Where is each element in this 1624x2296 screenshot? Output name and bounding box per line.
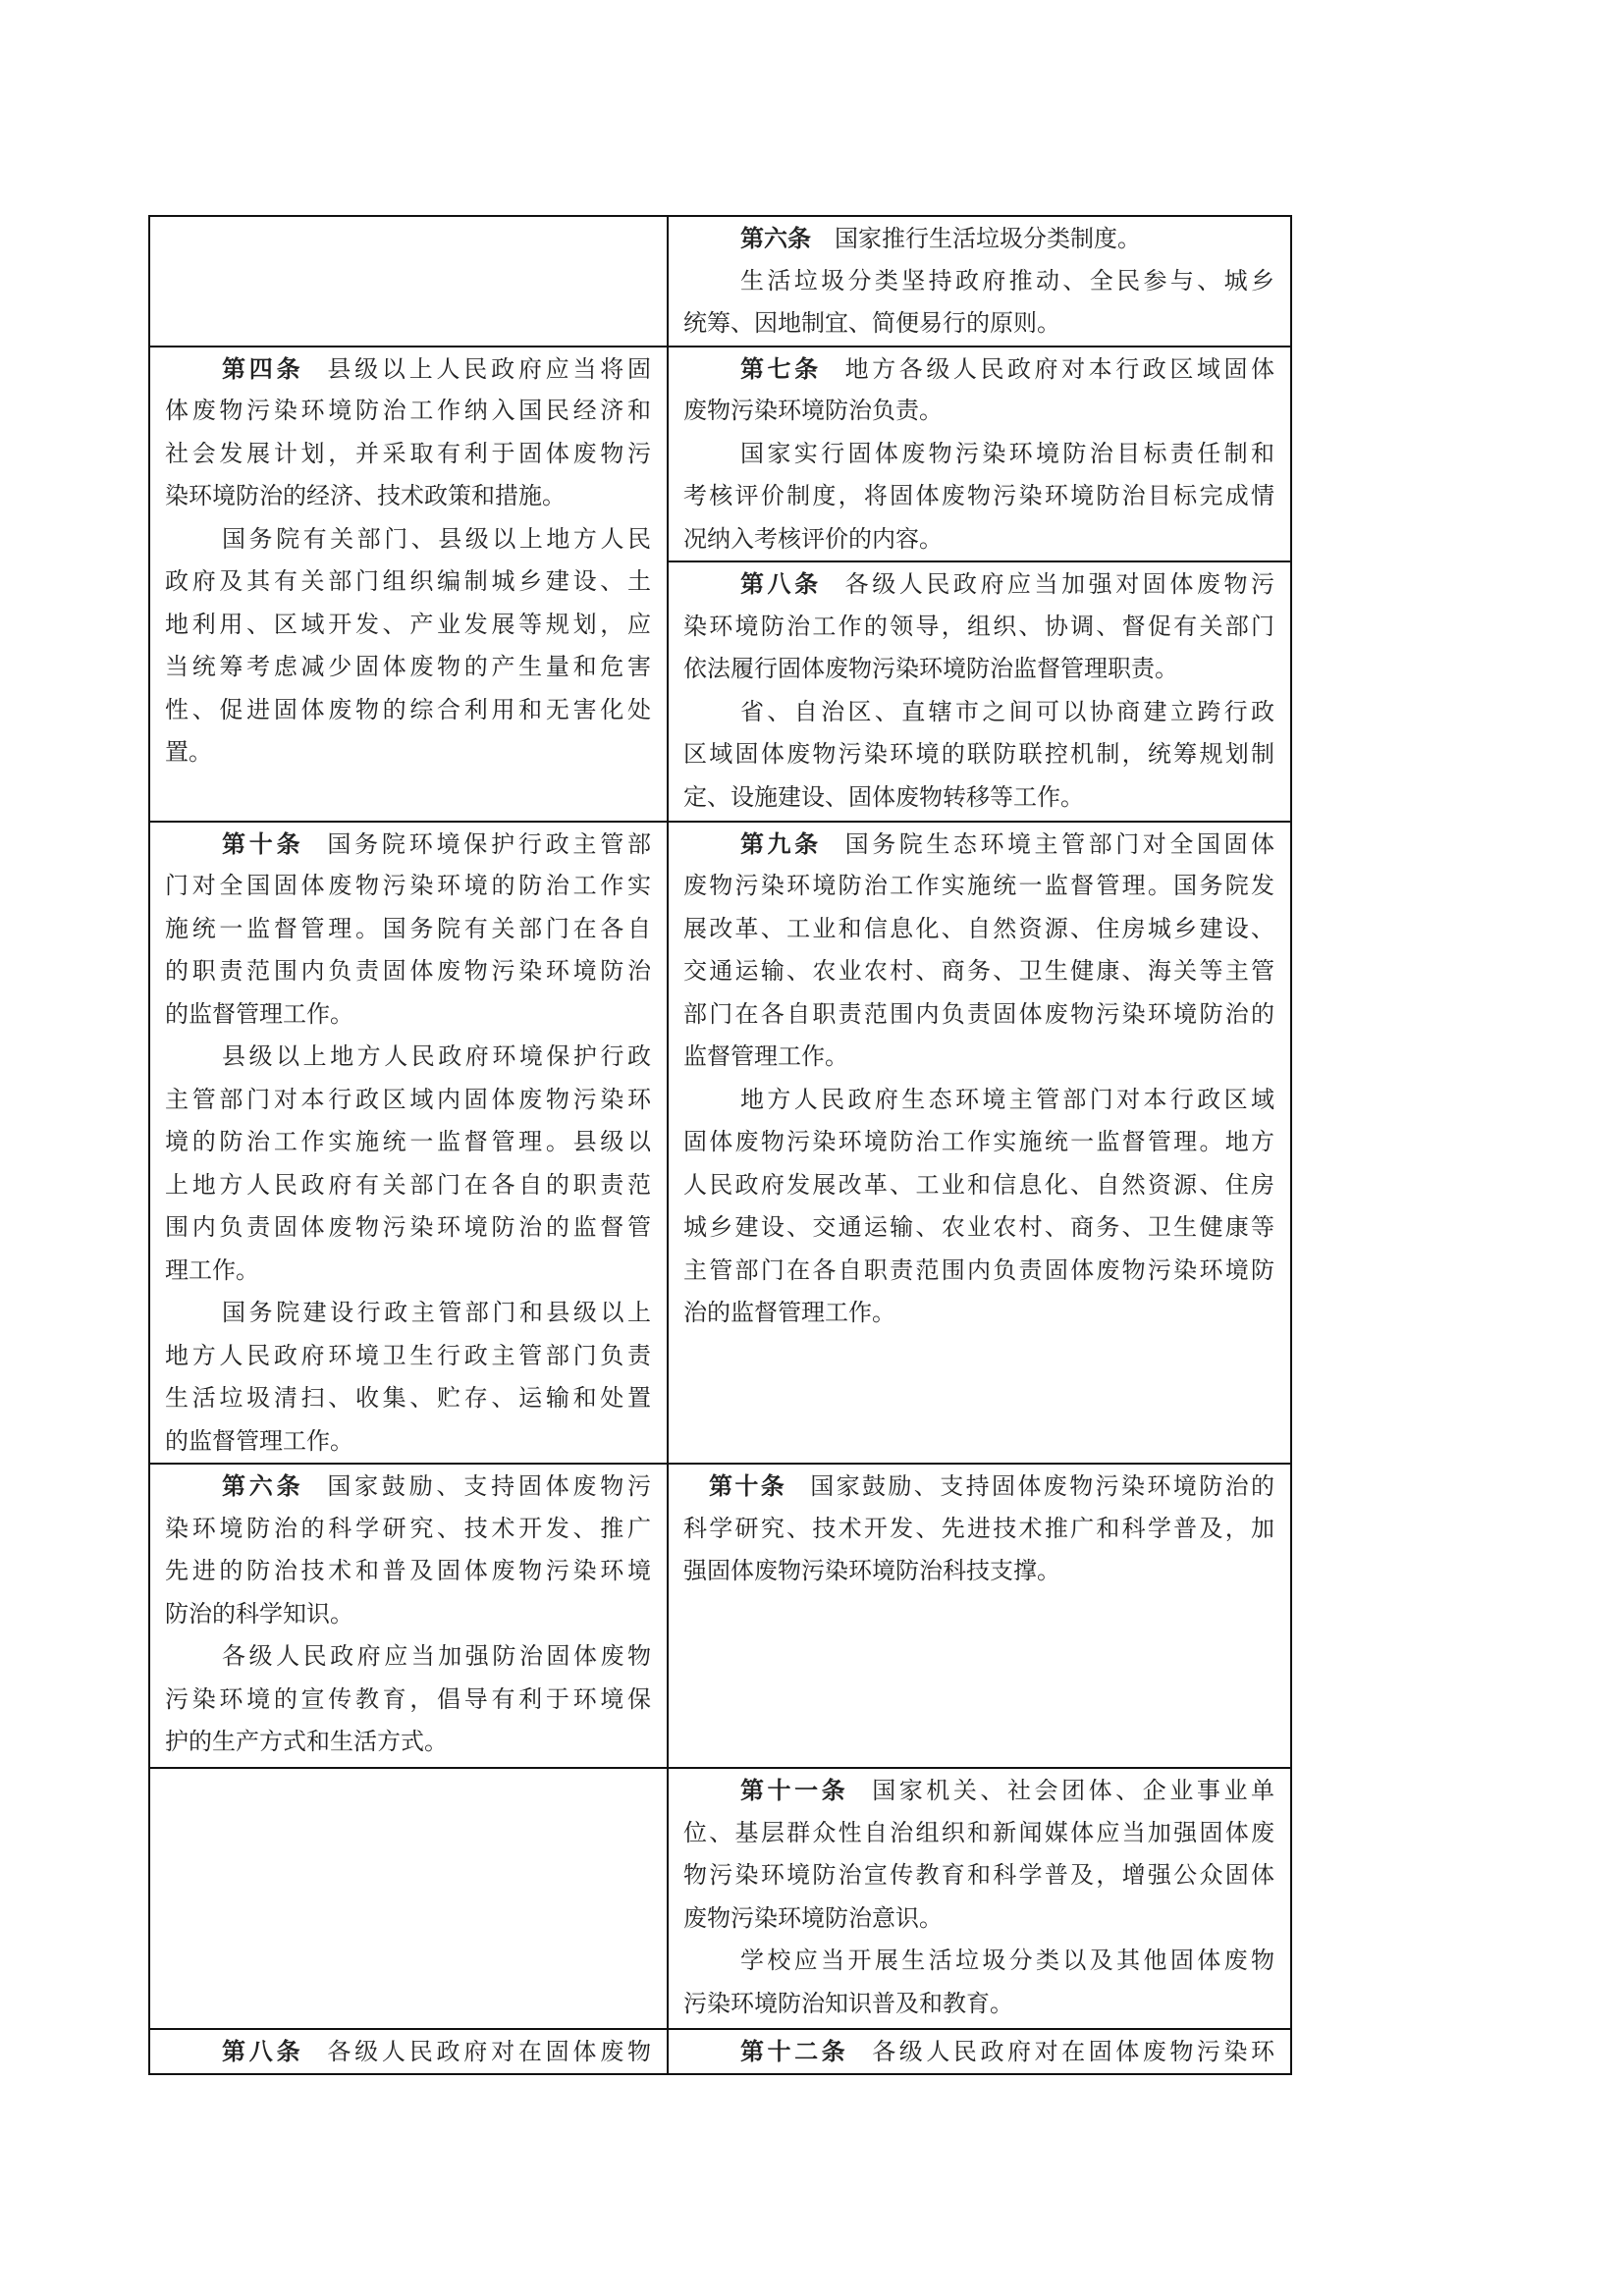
text-line: [165, 604, 651, 647]
text-line: [683, 733, 1274, 776]
text-line: [165, 390, 651, 433]
text-line: [683, 217, 1274, 260]
text-line: [165, 1721, 651, 1764]
new-version-cell: [668, 1464, 1291, 1768]
text-line: [165, 1679, 651, 1722]
text-line: [165, 646, 651, 689]
text-line: [683, 2030, 1274, 2073]
line-text: 置。: [165, 738, 212, 766]
text-line: [165, 1164, 651, 1207]
article-block: [165, 347, 651, 774]
article-block: [165, 1465, 651, 1764]
paragraph: [165, 518, 651, 774]
paragraph: [683, 217, 1274, 260]
text-line: [683, 1983, 1274, 2026]
new-version-cell: [668, 2029, 1291, 2074]
line-text: 围内负责固体废物污染环境防治的监督管: [165, 1213, 651, 1241]
line-text: 国家实行固体废物污染环境防治目标责任制和: [740, 439, 1274, 467]
text-line: [165, 1593, 651, 1636]
line-text: 各级人民政府对在固体废物: [327, 2038, 652, 2065]
old-version-cell: [149, 1768, 668, 2029]
text-line: [683, 1508, 1274, 1551]
article-number: 第十一条: [740, 1776, 849, 1804]
text-line: [165, 1508, 651, 1551]
line-text: 上地方人民政府有关部门在各自的职责范: [165, 1170, 651, 1199]
table-row: [149, 2029, 1291, 2074]
line-text: 染环境防治的科学研究、技术开发、推广: [165, 1514, 651, 1542]
paragraph: [683, 1940, 1274, 2025]
line-text: 国家鼓励、支持固体废物污: [327, 1472, 652, 1500]
line-text: 护的生产方式和生活方式。: [165, 1728, 448, 1755]
article-block: [165, 2030, 651, 2073]
text-line: [683, 1292, 1274, 1335]
paragraph: [165, 1635, 651, 1764]
text-line: [165, 475, 651, 518]
line-text: 地方人民政府生态环境主管部门对本行政区域: [740, 1085, 1274, 1113]
line-text: 防治的科学知识。: [165, 1599, 353, 1628]
comparison-table: [148, 215, 1292, 2075]
text-line: [683, 1036, 1274, 1079]
line-text: 施统一监督管理。国务院有关部门在各自: [165, 914, 651, 942]
paragraph: [165, 1292, 651, 1463]
paragraph: [683, 1079, 1274, 1335]
line-text: 展改革、工业和信息化、自然资源、住房城乡建设、: [683, 914, 1274, 942]
article-block: [683, 217, 1274, 346]
article-number: 第十二条: [740, 2037, 849, 2065]
line-text: 境的防治工作实施统一监督管理。县级以: [165, 1128, 651, 1155]
text-line: [683, 518, 1274, 561]
line-text: 况纳入考核评价的内容。: [683, 524, 943, 553]
line-text: 当统筹考虑减少固体废物的产生量和危害: [165, 653, 651, 680]
line-text: 各级人民政府应当加强防治固体废物: [222, 1642, 651, 1670]
text-line: [683, 1079, 1274, 1122]
text-line: [165, 823, 651, 866]
paragraph: [165, 823, 651, 1037]
line-text: 废物污染环境防治意识。: [683, 1903, 943, 1932]
old-version-cell: [149, 1464, 668, 1768]
paragraph: [683, 1769, 1274, 1940]
table-row: [149, 822, 1291, 1465]
line-text: 县级以上地方人民政府环境保护行政: [222, 1042, 651, 1070]
line-text: 物污染环境防治宣传教育和科学普及，增强公众固体: [683, 1861, 1274, 1889]
line-text: 区域固体废物污染环境的联防联控机制，统筹规划制: [683, 740, 1274, 768]
article-number: 第八条: [740, 569, 822, 598]
text-line: [683, 691, 1274, 734]
text-line: [683, 1550, 1274, 1593]
text-line: [165, 1206, 651, 1250]
paragraph: [683, 691, 1274, 820]
old-version-cell: [149, 216, 668, 347]
line-text: 定、设施建设、固体废物转移等工作。: [683, 782, 1084, 811]
line-text: 科学研究、技术开发、先进技术推广和科学普及，加: [683, 1514, 1274, 1542]
text-line: [683, 606, 1274, 649]
new-version-cell: [668, 347, 1291, 822]
line-text: 国务院有关部门、县级以上地方人民: [222, 524, 651, 553]
line-text: 生活垃圾分类坚持政府推动、全民参与、城乡: [740, 266, 1274, 294]
article-number: 第八条: [222, 2037, 304, 2065]
line-text: 污染环境的宣传教育，倡导有利于环境保: [165, 1684, 651, 1713]
text-line: [683, 1854, 1274, 1897]
line-text: 主管部门在各自职责范围内负责固体废物污染环境防: [683, 1255, 1274, 1284]
text-line: [165, 689, 651, 732]
line-text: 地方各级人民政府对本行政区域固体: [844, 354, 1275, 383]
text-line: [165, 1335, 651, 1378]
text-line: [165, 1250, 651, 1293]
text-line: [683, 648, 1274, 691]
table-row: [149, 347, 1291, 822]
text-line: [683, 433, 1274, 476]
paragraph: [683, 823, 1274, 1079]
line-text: 的监督管理工作。: [165, 999, 353, 1028]
text-line: [165, 908, 651, 951]
article-number: 第四条: [222, 353, 304, 383]
text-line: [165, 731, 651, 774]
line-text: 生活垃圾清扫、收集、贮存、运输和处置: [165, 1384, 651, 1412]
line-text: 强固体废物污染环境防治科技支撑。: [683, 1557, 1060, 1584]
text-line: [683, 1465, 1274, 1508]
paragraph: [683, 562, 1274, 691]
text-line: [683, 776, 1274, 820]
text-line: [165, 1292, 651, 1335]
text-line: [165, 1550, 651, 1593]
line-text: 省、自治区、直辖市之间可以协商建立跨行政: [740, 697, 1274, 725]
paragraph: [165, 1036, 651, 1292]
paragraph: [683, 260, 1274, 346]
article-number: 第七条: [740, 353, 822, 383]
text-line: [683, 1769, 1274, 1812]
line-text: 政府及其有关部门组织编制城乡建设、土: [165, 567, 651, 595]
text-line: [683, 475, 1274, 518]
line-text: 染环境防治工作的领导，组织、协调、督促有关部门: [683, 612, 1274, 640]
article-block: [669, 561, 1290, 819]
text-line: [683, 908, 1274, 951]
old-version-cell: [149, 822, 668, 1465]
text-line: [165, 2030, 651, 2073]
line-text: 国务院生态环境主管部门对全国固体: [844, 829, 1275, 858]
new-version-cell: [668, 822, 1291, 1465]
text-line: [165, 1377, 651, 1420]
line-text: 染环境防治的经济、技术政策和措施。: [165, 482, 566, 509]
line-text: 先进的防治技术和普及固体废物污染环境: [165, 1557, 651, 1584]
text-line: [683, 390, 1274, 433]
article-number: 第六条: [740, 224, 811, 252]
line-text: 理工作。: [165, 1255, 259, 1284]
text-line: [165, 1079, 651, 1122]
text-line: [683, 1206, 1274, 1250]
line-text: 依法履行固体废物污染环境防治监督管理职责。: [683, 655, 1178, 682]
line-text: 性、促进固体废物的综合利用和无害化处: [165, 695, 651, 723]
line-text: 地利用、区域开发、产业发展等规划，应: [165, 610, 651, 638]
text-line: [165, 561, 651, 604]
text-line: [683, 347, 1274, 391]
text-line: [165, 1121, 651, 1164]
line-text: 国家鼓励、支持固体废物污染环境防治的: [810, 1472, 1275, 1500]
line-text: 交通运输、农业农村、商务、卫生健康、海关等主管: [683, 957, 1274, 985]
article-block: [683, 1465, 1274, 1593]
old-version-cell: [149, 347, 668, 822]
old-version-cell: [149, 2029, 668, 2074]
line-text: 考核评价制度，将固体废物污染环境防治目标完成情: [683, 482, 1274, 509]
line-text: 各级人民政府应当加强对固体废物污: [844, 570, 1275, 598]
table-row: [149, 1768, 1291, 2029]
line-text: 国家机关、社会团体、企业事业单: [872, 1777, 1275, 1804]
line-text: 位、基层群众性自治组织和新闻媒体应当加强固体废: [683, 1818, 1274, 1846]
paragraph: [683, 2030, 1274, 2073]
text-line: [683, 1897, 1274, 1941]
text-line: [683, 1121, 1274, 1164]
article-block: [669, 347, 1290, 561]
new-version-cell: [668, 216, 1291, 347]
line-text: 废物污染环境防治负责。: [683, 397, 943, 424]
line-text: 地方人民政府环境卫生行政主管部门负责: [165, 1341, 651, 1369]
line-text: 国务院环境保护行政主管部: [327, 829, 652, 858]
line-text: 统筹、因地制宜、简便易行的原则。: [683, 309, 1060, 337]
line-text: 监督管理工作。: [683, 1042, 848, 1070]
text-line: [683, 1812, 1274, 1855]
line-text: 污染环境防治知识普及和教育。: [683, 1989, 1013, 2017]
article-number: 第九条: [740, 828, 822, 858]
line-text: 部门在各自职责范围内负责固体废物污染环境防治的: [683, 999, 1274, 1028]
line-text: 城乡建设、交通运输、农业农村、商务、卫生健康等: [683, 1213, 1274, 1241]
line-text: 治的监督管理工作。: [683, 1299, 895, 1326]
text-line: [683, 865, 1274, 908]
article-block: [683, 823, 1274, 1335]
paragraph: [165, 2030, 651, 2073]
line-text: 人民政府发展改革、工业和信息化、自然资源、住房: [683, 1170, 1274, 1199]
paragraph: [683, 1465, 1274, 1593]
paragraph: [165, 1465, 651, 1635]
line-text: 学校应当开展生活垃圾分类以及其他固体废物: [740, 1947, 1274, 1974]
text-line: [683, 302, 1274, 346]
article-block: [683, 1769, 1274, 2025]
text-line: [683, 1940, 1274, 1983]
line-text: 的职责范围内负责固体废物污染环境防治: [165, 957, 651, 985]
text-line: [683, 1250, 1274, 1293]
article-block: [683, 2030, 1274, 2073]
line-text: 县级以上人民政府应当将固: [327, 354, 652, 383]
line-text: 主管部门对本行政区域内固体废物污染环: [165, 1085, 651, 1113]
text-line: [683, 1164, 1274, 1207]
text-line: [683, 260, 1274, 303]
line-text: 体废物污染环境防治工作纳入国民经济和: [165, 397, 651, 424]
article-number: 第六条: [222, 1471, 304, 1500]
paragraph: [683, 347, 1274, 433]
table-row: [149, 216, 1291, 347]
paragraph: [165, 347, 651, 518]
line-text: 固体废物污染环境防治工作实施统一监督管理。地方: [683, 1128, 1274, 1155]
paragraph: [683, 433, 1274, 561]
text-line: [165, 518, 651, 561]
line-text: 国家推行生活垃圾分类制度。: [835, 225, 1141, 252]
article-number: 第十条: [222, 828, 304, 858]
text-line: [165, 1036, 651, 1079]
text-line: [165, 950, 651, 993]
text-line: [165, 347, 651, 391]
article-block: [165, 823, 651, 1464]
table-row: [149, 1464, 1291, 1768]
article-number: 第十条: [709, 1471, 787, 1500]
text-line: [683, 950, 1274, 993]
line-text: 废物污染环境防治工作实施统一监督管理。国务院发: [683, 872, 1274, 899]
line-text: 门对全国固体废物污染环境的防治工作实: [165, 872, 651, 899]
text-line: [165, 1420, 651, 1464]
new-version-cell: [668, 1768, 1291, 2029]
line-text: 的监督管理工作。: [165, 1426, 353, 1455]
line-text: 各级人民政府对在固体废物污染环: [872, 2038, 1275, 2065]
line-text: 社会发展计划，并采取有利于固体废物污: [165, 439, 651, 467]
text-line: [683, 562, 1274, 606]
text-line: [165, 1635, 651, 1679]
text-line: [165, 993, 651, 1037]
text-line: [165, 1465, 651, 1508]
text-line: [683, 823, 1274, 866]
line-text: 国务院建设行政主管部门和县级以上: [222, 1299, 651, 1326]
text-line: [165, 433, 651, 476]
text-line: [165, 865, 651, 908]
text-line: [683, 993, 1274, 1037]
